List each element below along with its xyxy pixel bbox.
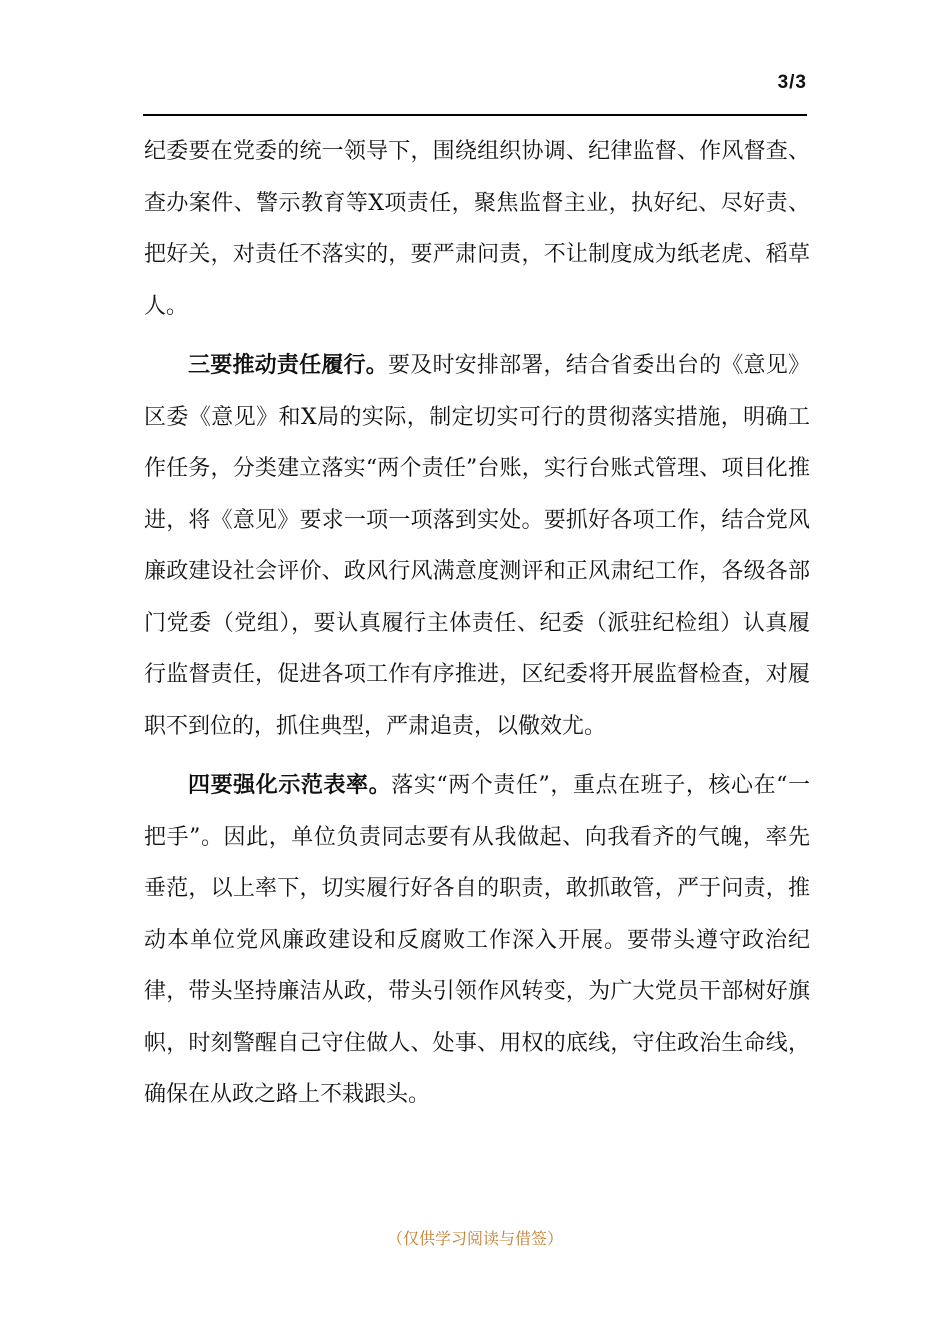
header-divider bbox=[143, 114, 807, 116]
paragraph-text: 落实“两个责任”，重点在班子，核心在“一把手”。因此，单位负责同志要有从我做起、向我看齐的气魄，率先垂范，以上率下，切实履行好各自的职责，敢抓敢管，严于问责，推动本单位党风廉政建设和反腐败工作深入开展。要带头遵守政治纪律，带头坚持廉洁从政，带头引领作风转变，为广大党员干部树好旗帜，时刻警醒自己守住做人、处事、用权的底线，守住政治生命线，确保在从政之路上不栽跟头。 bbox=[144, 773, 810, 1107]
paragraph-four bbox=[144, 760, 810, 1121]
paragraph-text: 要及时安排部署，结合省委出台的《意见》区委《意见》和X局的实际，制定切实可行的贯彻落实措施，明确工作任务，分类建立落实“两个责任”台账，实行台账式管理、项目化推进，将《意见》要求一项一项落到实处。要抓好各项工作，结合党风廉政建设社会评价、政风行风满意度测评和正风肃纪工作，各级各部门党委（党组），要认真履行主体责任、纪委（派驻纪检组）认真履行监督责任，促进各项工作有序推进，区纪委将开展监督检查，对履职不到位的，抓住典型，严肃追责，以儆效尤。 bbox=[144, 353, 810, 739]
paragraph-three bbox=[144, 340, 810, 752]
paragraph-lead: 四要强化示范表率。 bbox=[188, 772, 392, 798]
paragraph-text: 纪委要在党委的统一领导下，围绕组织协调、纪律监督、作风督查、查办案件、警示教育等X项责任，聚焦监督主业，执好纪、尽好责、把好关，对责任不落实的，要严肃问责，不让制度成为纸老虎、稻草人。 bbox=[144, 139, 810, 319]
page-number: 3/3 bbox=[777, 72, 807, 93]
document-body bbox=[144, 126, 810, 1121]
paragraph-lead: 三要推动责任履行。 bbox=[188, 352, 388, 378]
footer-note: （仅供学习阅读与借签） bbox=[386, 1229, 563, 1248]
paragraph-continuation bbox=[144, 126, 810, 332]
